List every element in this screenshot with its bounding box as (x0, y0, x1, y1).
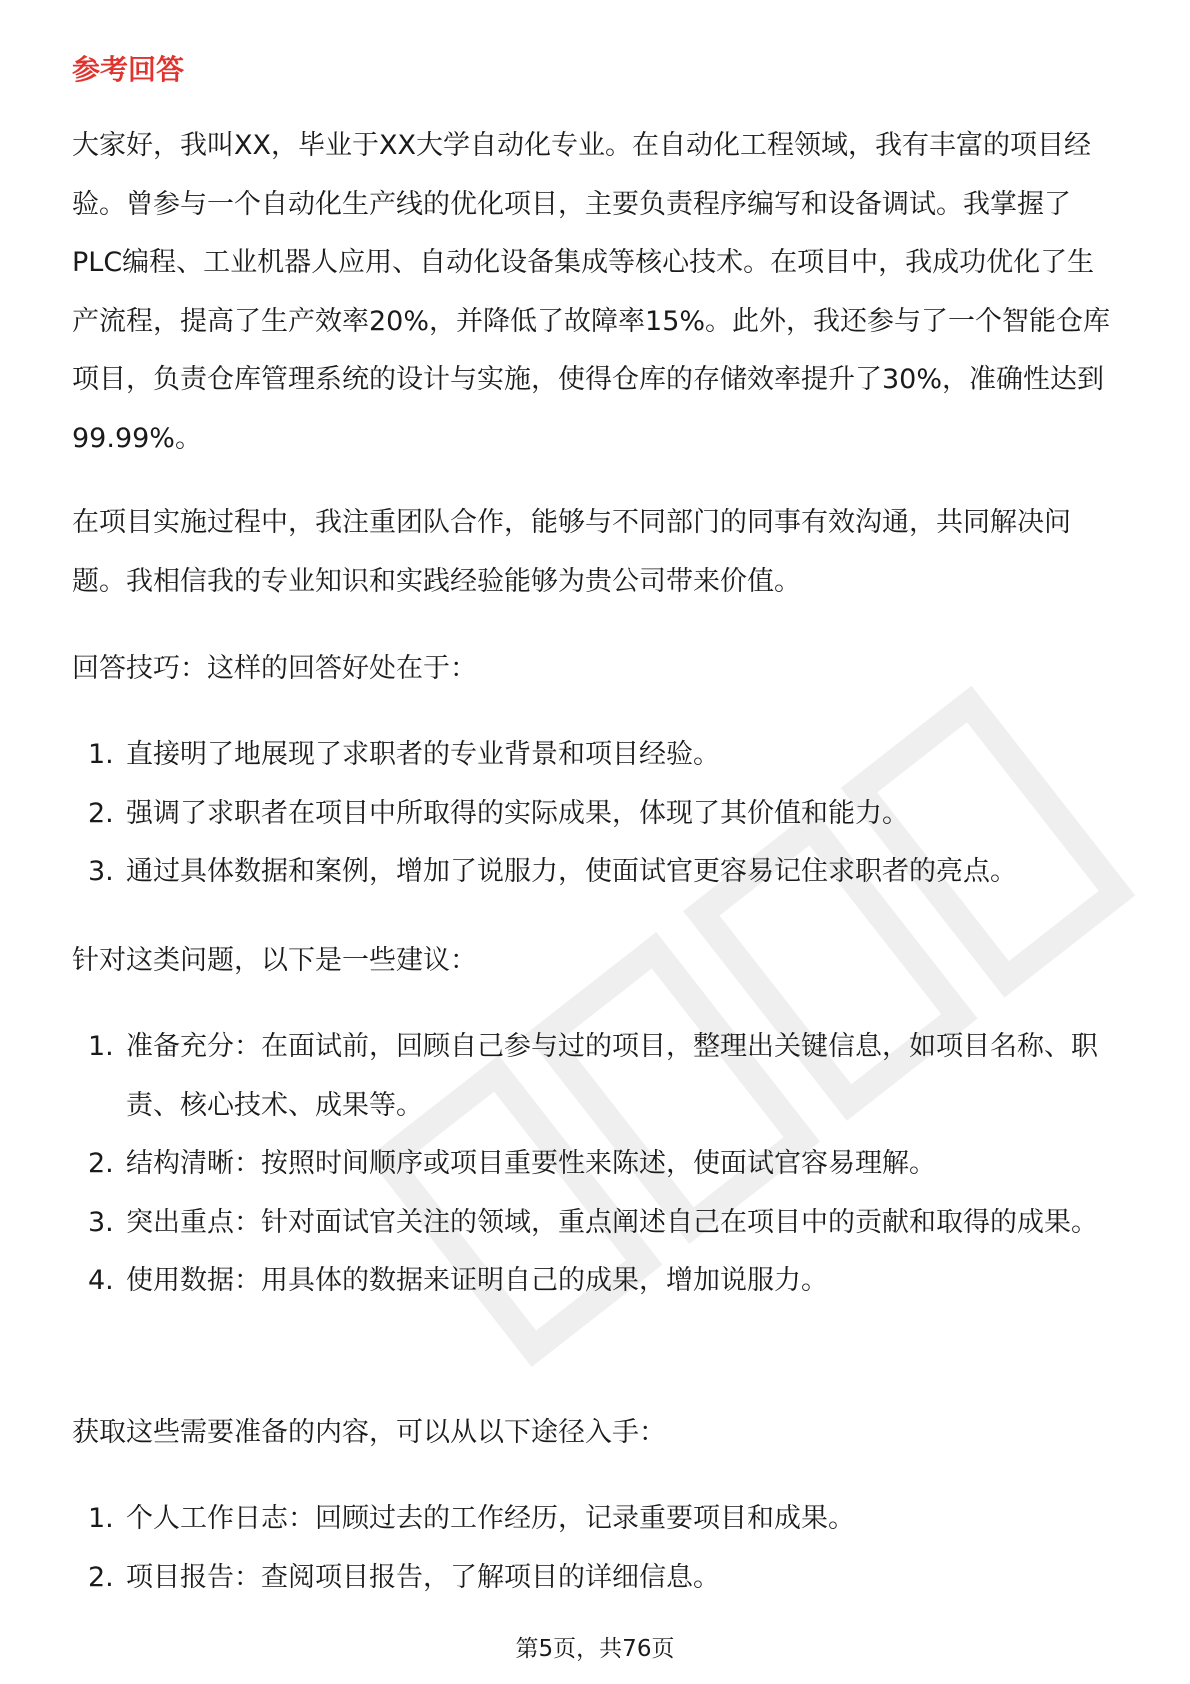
page-footer: 第5页，共76页 (515, 1636, 675, 1662)
list-item (72, 843, 1120, 902)
list-item (72, 1252, 1120, 1311)
list-text: 项目报告：查阅项目报告，了解项目的详细信息。 (126, 1561, 720, 1593)
tips-heading: 回答技巧：这样的回答好处在于： (72, 653, 477, 684)
list-item (72, 785, 1120, 844)
list-number: 2. (88, 1561, 114, 1593)
list-number: 4. (88, 1265, 114, 1296)
sources-heading: 获取这些需要准备的内容，可以从以下途径入手： (72, 1417, 666, 1448)
list-number: 1. (88, 1031, 114, 1062)
tips-list (72, 726, 1120, 902)
advice-heading: 针对这类问题，以下是一些建议： (72, 945, 477, 976)
list-text: 个人工作日志：回顾过去的工作经历，记录重要项目和成果。 (126, 1503, 855, 1534)
list-item (72, 1549, 1120, 1608)
list-item (72, 726, 1120, 785)
list-text: 使用数据：用具体的数据来证明自己的成果，增加说服力。 (126, 1265, 828, 1296)
section-title: 参考回答 (72, 53, 185, 86)
list-number: 2. (88, 797, 114, 829)
list-item (72, 1194, 1120, 1253)
list-item (72, 1018, 1120, 1135)
list-text: 直接明了地展现了求职者的专业背景和项目经验。 (126, 739, 720, 770)
list-number: 3. (88, 1206, 114, 1238)
list-number: 3. (88, 856, 114, 887)
list-number: 2. (88, 1148, 114, 1179)
intro-paragraph: 大家好，我叫XX，毕业于XX大学自动化专业。在自动化工程领域，我有丰富的项目经验。曾参与一个自动化生产线的优化项目，主要负责程序编写和设备调试。我掌握了PLC编程、工业机器人应用、自动化设备集成等核心技术。在项目中，我成功优化了生产流程，提高了生产效率20%，并降低了故障率15%。此外，我还参与了一个智能仓库项目，负责仓库管理系统的设计与实施，使得仓库的存储效率提升了30%，准确性达到99.99%。 (72, 130, 1111, 454)
list-number: 1. (88, 1503, 114, 1534)
advice-list (72, 1018, 1120, 1311)
list-text: 突出重点：针对面试官关注的领域，重点阐述自己在项目中的贡献和取得的成果。 (126, 1206, 1098, 1238)
list-text: 强调了求职者在项目中所取得的实际成果，体现了其价值和能力。 (126, 797, 909, 829)
teamwork-paragraph: 在项目实施过程中，我注重团队合作，能够与不同部门的同事有效沟通，共同解决问题。我相信我的专业知识和实践经验能够为贵公司带来价值。 (72, 507, 1071, 597)
list-number: 1. (88, 739, 114, 770)
list-item (72, 1135, 1120, 1194)
sources-list (72, 1490, 1120, 1607)
list-item (72, 1490, 1120, 1549)
list-text: 通过具体数据和案例，增加了说服力，使面试官更容易记住求职者的亮点。 (126, 856, 1017, 887)
list-text: 准备充分：在面试前，回顾自己参与过的项目，整理出关键信息，如项目名称、职责、核心技术、成果等。 (126, 1031, 1098, 1121)
list-text: 结构清晰：按照时间顺序或项目重要性来陈述，使面试官容易理解。 (126, 1148, 936, 1179)
